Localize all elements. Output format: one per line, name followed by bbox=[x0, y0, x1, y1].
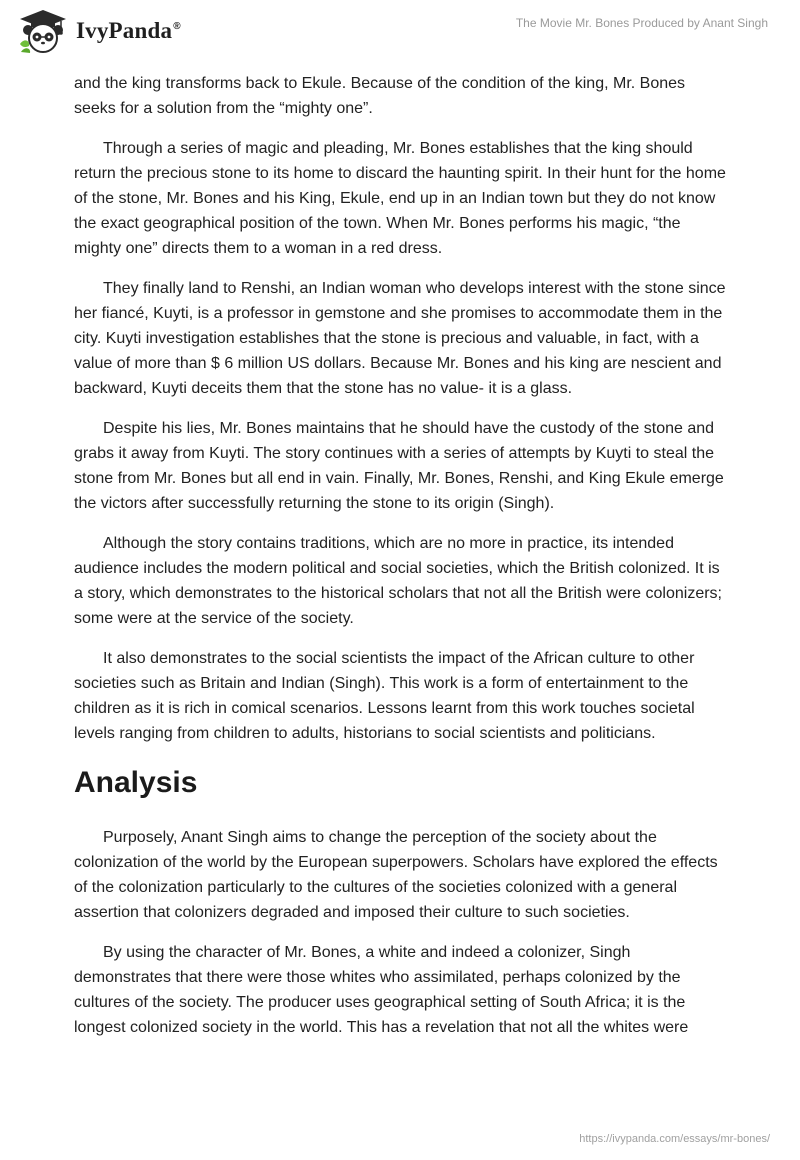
paragraph: They finally land to Renshi, an Indian woman who develops interest with the stone since her fiancé, Kuyti, is a professor in gemstone and she promises to accommodate them in the city. Kuyti investigation establishes that the stone is precious and valuable, in fact, with a value of more than $ 6 million US dollars. Because Mr. Bones and his king are nescient and backward, Kuyti deceits them that the stone has no value- it is a glass. bbox=[74, 280, 726, 397]
paragraph: Through a series of magic and pleading, Mr. Bones establishes that the king should return the precious stone to its home to discard the haunting spirit. In their hunt for the home of the stone, Mr. Bones and his King, Ekule, end up in an Indian town but they do not know the exact geographical position of the town. When Mr. Bones performs his magic, “the mighty one” directs them to a woman in a red dress. bbox=[74, 140, 726, 257]
paragraph: By using the character of Mr. Bones, a white and indeed a colonizer, Singh demonstrates that there were those whites who assimilated, perhaps colonized by the cultures of the society. The producer uses geographical setting of South Africa; it is the longest colonized society in the world. This has a revelation that not all the whites were bbox=[74, 944, 689, 1036]
page-header bbox=[0, 0, 800, 64]
paragraph: and the king transforms back to Ekule. Because of the condition of the king, Mr. Bones seeks for a solution from the “mighty one”. bbox=[74, 75, 686, 117]
essay-content bbox=[74, 71, 728, 1055]
brand-wordmark: IvyPanda bbox=[76, 18, 173, 43]
paragraph: Despite his lies, Mr. Bones maintains that he should have the custody of the stone and grabs it away from Kuyti. The story continues with a series of attempts by Kuyti to steal the stone from Mr. Bones but all end in vain. Finally, Mr. Bones, Renshi, and King Ekule emerge the victors after successfully returning the stone to its origin (Singh). bbox=[74, 420, 724, 512]
ivypanda-logo[interactable] bbox=[16, 8, 181, 54]
paragraph: It also demonstrates to the social scientists the impact of the African culture to other societies such as Britain and Indian (Singh). This work is a form of entertainment to the children as it is rich in comical scenarios. Lessons learnt from this work touches societal levels ranging from children to adults, historians to social scientists and politicians. bbox=[74, 650, 695, 742]
paragraph: Although the story contains traditions, which are no more in practice, its intended audience includes the modern political and social societies, which the British colonized. It is a story, which demonstrates to the historical scholars that not all the British were colonizers; some were at the service of the society. bbox=[74, 535, 722, 627]
panda-graduate-icon bbox=[16, 8, 70, 54]
section-heading-analysis: Analysis bbox=[74, 766, 198, 799]
source-url-link[interactable]: https://ivypanda.com/essays/mr-bones/ bbox=[579, 1133, 770, 1145]
brand-name bbox=[76, 18, 181, 44]
document-title: The Movie Mr. Bones Produced by Anant Singh bbox=[515, 16, 768, 30]
paragraph: Purposely, Anant Singh aims to change the perception of the society about the colonization of the world by the European superpowers. Scholars have explored the effects of the colonization particularly to the cultures of the societies colonized with a general assertion that colonizers degraded and imposed their culture to such societies. bbox=[74, 829, 718, 921]
registered-mark: ® bbox=[173, 21, 181, 33]
